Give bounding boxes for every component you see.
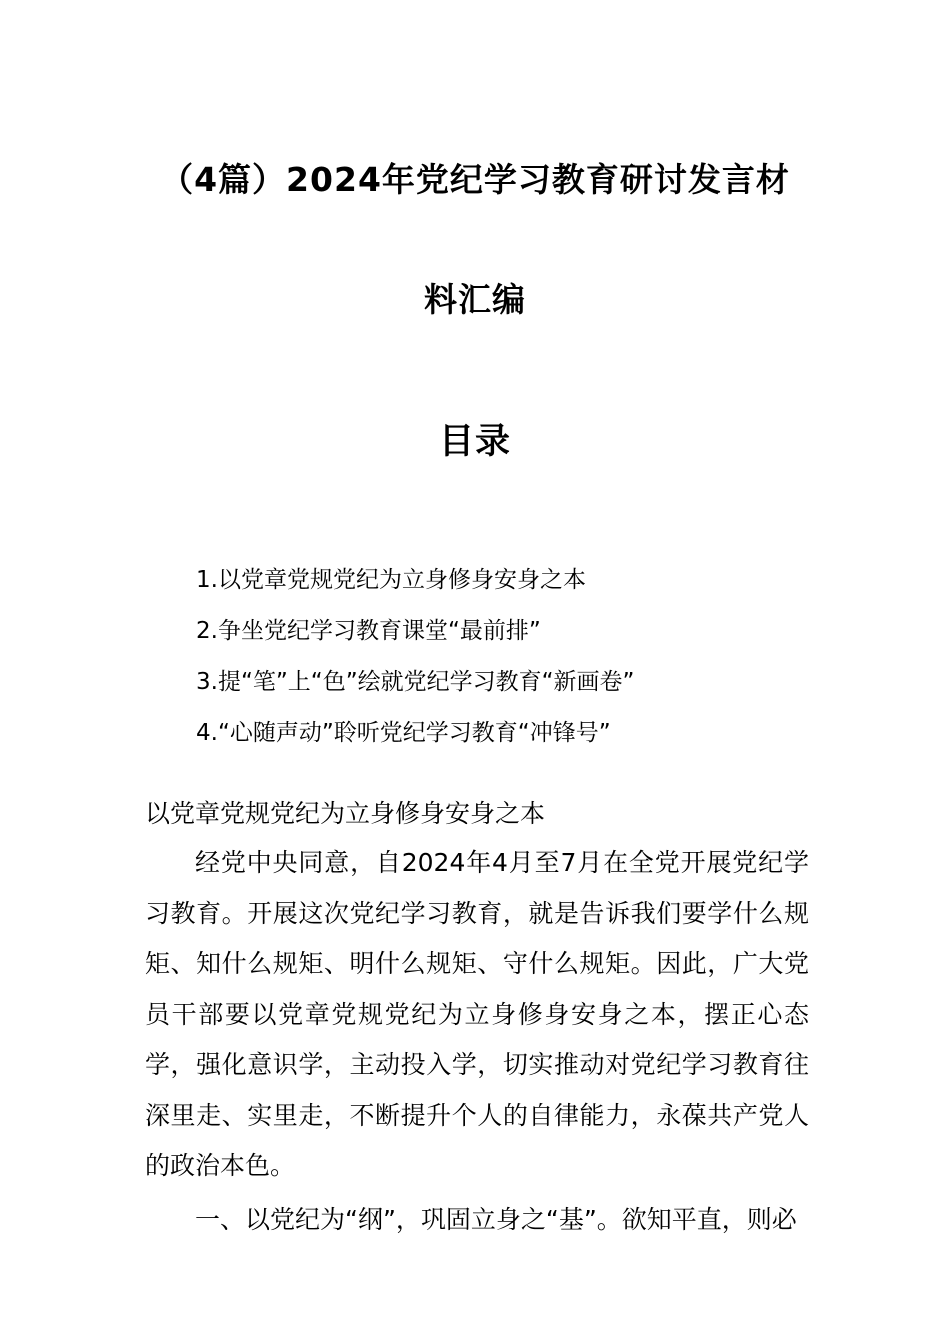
toc-item-1: 1.以党章党规党纪为立身修身安身之本 [196, 567, 586, 593]
toc-item-4: 4.“心随声动”聆听党纪学习教育“冲锋号” [196, 720, 611, 746]
table-of-contents [196, 562, 836, 766]
toc-heading: 目录 [438, 422, 511, 462]
document-title-line-2: 料汇编 [424, 280, 526, 319]
document-title-line-1: （4篇）2024年党纪学习教育研讨发言材 [160, 160, 790, 199]
toc-item-2: 2.争坐党纪学习教育课堂“最前排” [196, 618, 541, 644]
toc-item-3: 3.提“笔”上“色”绘就党纪学习教育“新画卷” [196, 669, 635, 695]
body-paragraph-1: 经党中央同意，自2024年4月至7月在全党开展党纪学习教育。开展这次党纪学习教育，就是告诉我们要学什么规矩、知什么规矩、明什么规矩、守什么规矩。因此，广大党员干部要以党章党规党纪为立身修身安身之本，摆正心态学，强化意识学，主动投入学，切实推动对党纪学习教育往深里走、实里走，不断提升个人的自律能力，永葆共产党人的政治本色。 [145, 848, 809, 1180]
section-title: 以党章党规党纪为立身修身安身之本 [145, 799, 546, 828]
body-paragraph-2: 一、以党纪为“纲”，巩固立身之“基”。欲知平直，则必 [195, 1205, 797, 1234]
